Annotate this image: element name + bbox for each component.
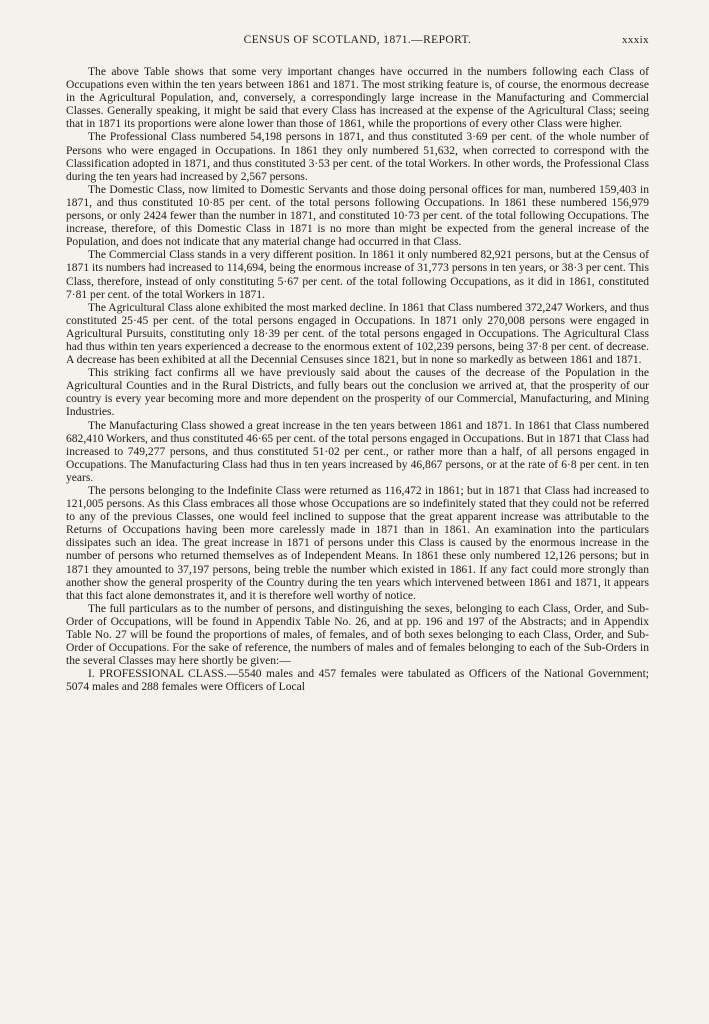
paragraph-full-particulars: The full particulars as to the number of persons, and distinguishing the sexes, belonging to each Class, Order, and Sub-Order of Occupations, will be found in Appendix Table No. 26, and at pp. 196 and 197 of the Abstracts; and in Appendix Table No. 27 will be found the proportions of males, of females, and of both sexes belonging to each Class, Order, and Sub-Order of Occupations. For the sake of reference, the numbers of males and of females belonging to each of the Sub-Orders in the several Classes may here shortly be given:—	[66, 602, 649, 668]
page-header	[66, 34, 649, 54]
paragraph-professional-subclass: I. PROFESSIONAL CLASS.—5540 males and 457 females were tabulated as Officers of the National Government; 5074 males and 288 females were Officers of Local	[66, 668, 649, 694]
running-title: CENSUS OF SCOTLAND, 1871.—REPORT.	[243, 34, 472, 46]
paragraph-domestic-class: The Domestic Class, now limited to Domestic Servants and those doing personal offices for man, numbered 159,403 in 1871, and thus constituted 10·85 per cent. of the total persons following Occupations. In 1861 these numbered 156,979 persons, or only 2424 fewer than the number in 1871, and constituted 10·73 per cent. of the total following Occupations. The increase, therefore, of this Domestic Class in 1871 is no more than might be expected from the general increase of the Population, and does not indicate that any material change had occurred in that Class.	[66, 183, 649, 249]
report-body	[66, 66, 649, 695]
paragraph-striking-fact: This striking fact confirms all we have previously said about the causes of the decrease of the Population in the Agricultural Counties and in the Rural Districts, and fully bears out the conclusion we arrived at, that the prosperity of our country is every year becoming more and more dependent on the prosperity of our Commercial, Manufacturing, and Mining Industries.	[66, 367, 649, 419]
paragraph-agricultural-class: The Agricultural Class alone exhibited the most marked decline. In 1861 that Class numbered 372,247 Workers, and thus constituted 25·45 per cent. of the total persons engaged in Occupations. In 1871 only 270,008 persons were engaged in Agricultural Pursuits, constituting only 18·39 per cent. of the total persons engaged in Occupations. The Agricultural Class had thus within ten years experienced a decrease to the enormous extent of 102,239 persons, being 37·8 per cent. of decrease. A decrease has been exhibited at all the Decennial Censuses since 1821, but in none so markedly as between 1861 and 1871.	[66, 301, 649, 367]
paragraph-manufacturing-class: The Manufacturing Class showed a great increase in the ten years between 1861 and 1871. In 1861 that Class numbered 682,410 Workers, and thus constituted 46·65 per cent. of the total persons engaged in Occupations. But in 1871 that Class had increased to 749,277 persons, and thus constituted 51·02 per cent., or rather more than a half, of all persons engaged in Occupations. The Manufacturing Class had thus in ten years increased by 46,867 persons, or at the rate of 6·8 per cent. in ten years.	[66, 419, 649, 484]
paragraph-professional-class: The Professional Class numbered 54,198 persons in 1871, and thus constituted 3·69 per cent. of the whole number of Persons who were engaged in Occupations. In 1861 they only numbered 51,632, when corrected to correspond with the Classification adopted in 1871, and thus constituted 3·53 per cent. of the total Workers. In other words, the Professional Class during the ten years had increased by 2,567 persons.	[66, 131, 649, 183]
page-number: xxxix	[621, 34, 649, 46]
paragraph-table-summary: The above Table shows that some very important changes have occurred in the numbers following each Class of Occupations even within the ten years between 1861 and 1871. The most striking feature is, of course, the enormous decrease in the Agricultural Population, and, conversely, a correspondingly large increase in the Manufacturing and Commercial Classes. Generally speaking, it might be said that every Class has increased at the expense of the Agricultural Class; seeing that in 1871 its proportions were alone lower than those of 1861, while the proportions of every other Class were higher.	[66, 66, 649, 131]
paragraph-indefinite-class: The persons belonging to the Indefinite Class were returned as 116,472 in 1861; but in 1871 that Class had increased to 121,005 persons. As this Class embraces all those whose Occupations are so indefinitely stated that they could not be referred to any of the previous Classes, one would feel inclined to suppose that the great apparent increase was attributable to the Returns of Occupations having been more carelessly made in 1871 than in 1861. An examination into the particulars dissipates such an idea. The great increase in 1871 of persons under this Class is caused by the enormous increase in the number of persons who returned themselves as of Independent Means. In 1861 these only numbered 12,126 persons; but in 1871 they amounted to 37,197 persons, being treble the number which existed in 1861. If any fact could more strongly than another show the general prosperity of the Country during the ten years which intervened between 1861 and 1871, it appears that this fact alone demonstrates it, and it is therefore well worthy of notice.	[66, 485, 649, 602]
paragraph-commercial-class: The Commercial Class stands in a very different position. In 1861 it only numbered 82,921 persons, but at the Census of 1871 its numbers had increased to 114,694, being the enormous increase of 31,773 persons in ten years, or 38·3 per cent. This Class, therefore, instead of only constituting 5·67 per cent. of the total following Occupations, as it did in 1861, constituted 7·81 per cent. of the total Workers in 1871.	[66, 249, 649, 301]
